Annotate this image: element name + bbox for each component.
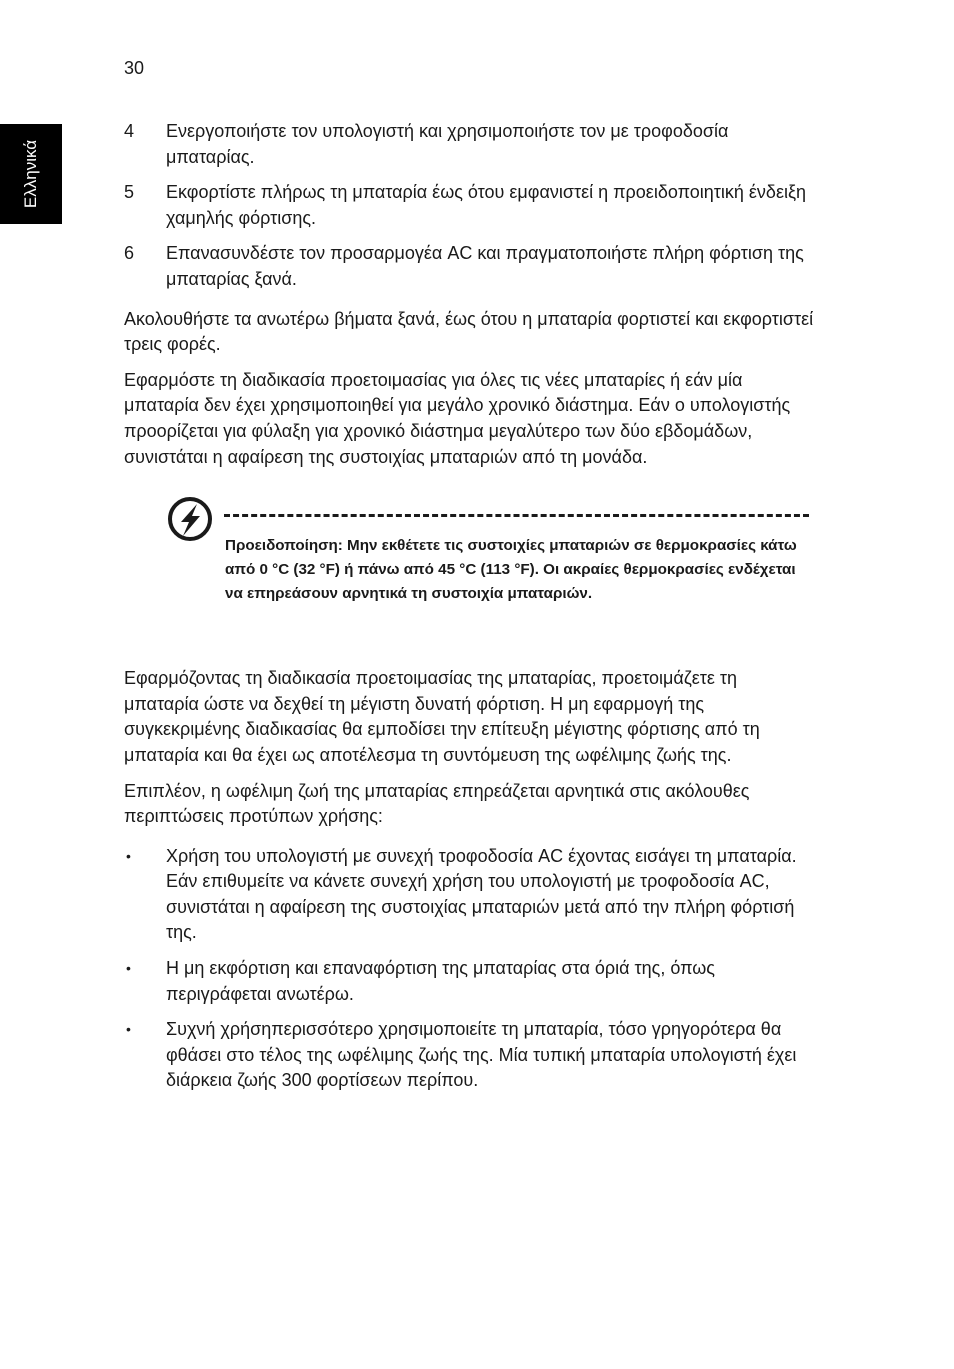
numbered-step	[124, 180, 814, 231]
numbered-step	[124, 241, 814, 292]
bullet-marker: •	[126, 960, 131, 977]
bullet-text: Χρήση του υπολογιστή με συνεχή τροφοδοσία AC έχοντας εισάγει τη μπαταρία. Εάν επιθυμείτε να κάνετε συνεχή χρήση του υπολογιστή με τροφοδοσία AC, συνιστάται η αφαίρεση της συστοιχίας μπαταριών μετά από την πλήρη φόρτισή της.	[166, 845, 797, 943]
bullet-marker: •	[126, 847, 131, 864]
step-text: Ενεργοποιήστε τον υπολογιστή και χρησιμοποιήστε τον με τροφοδοσία μπαταρίας.	[166, 121, 729, 167]
paragraph: Εφαρμόζοντας τη διαδικασία προετοιμασίας της μπαταρίας, προετοιμάζετε τη μπαταρία ώστε να δεχθεί τη μέγιστη δυνατή φόρτιση. Η μη εφαρμογή της συγκεκριμένης διαδικασίας θα εμποδίσει την επίτευξη μέγιστης φόρτισης από τη μπαταρία και θα έχει ως αποτέλεσμα τη συντόμευση της ωφέλιμης ζωής της.	[124, 668, 760, 765]
list-item	[124, 844, 814, 946]
page-content	[124, 119, 814, 1104]
language-label: Ελληνικά	[21, 139, 40, 209]
step-text: Εκφορτίστε πλήρως τη μπαταρία έως ότου εμφανιστεί η προειδοποιητική ένδειξη χαμηλής φόρτισης.	[166, 182, 807, 228]
list-item	[124, 1017, 814, 1094]
list-item	[124, 956, 814, 1007]
step-number: 5	[124, 182, 135, 203]
page-number: 30	[124, 58, 145, 78]
bullet-marker: •	[126, 1021, 131, 1038]
step-number: 4	[124, 121, 135, 141]
language-side-tab	[0, 124, 62, 224]
warning-text: Προειδοποίηση: Μην εκθέτετε τις συστοιχίες μπαταριών σε θερμοκρασίες κάτω από 0 °C (32 °F) ή πάνω από 45 °C (113 °F). Οι ακραίες θερμοκρασίες ενδέχεται να επηρεάσουν αρνητικά τη συστοιχία μπαταριών.	[225, 537, 797, 603]
dashed-divider	[224, 514, 809, 517]
step-number: 6	[124, 243, 135, 264]
warning-bolt-icon	[167, 496, 213, 542]
paragraph: Εφαρμόστε τη διαδικασία προετοιμασίας για όλες τις νέες μπαταρίες ή εάν μία μπαταρία δεν έχει χρησιμοποιηθεί για μεγάλο χρονικό διάστημα. Εάν ο υπολογιστής προορίζεται για φύλαξη για χρονικό διάστημα μεγαλύτερο των δύο εβδομάδων, συνιστάται η αφαίρεση της συστοιχίας μπαταριών από τη μονάδα.	[124, 369, 791, 467]
step-text: Επανασυνδέστε τον προσαρμογέα AC και πραγματοποιήστε πλήρη φόρτιση της μπαταρίας ξανά.	[166, 243, 804, 289]
warning-notice	[124, 496, 814, 636]
bullet-text: Συχνή χρήσηπερισσότερο χρησιμοποιείτε τη μπαταρία, τόσο γρηγορότερα θα φθάσει στο τέλος της ωφέλιμης ζωής της. Μία τυπική μπαταρία υπολογιστή έχει διάρκεια ζωής 300 φορτίσεων περίπου.	[166, 1019, 797, 1091]
bullet-text: Η μη εκφόρτιση και επαναφόρτιση της μπαταρίας στα όριά της, όπως περιγράφεται ανωτέρω.	[166, 958, 715, 1004]
paragraph: Ακολουθήστε τα ανωτέρω βήματα ξανά, έως ότου η μπαταρία φορτιστεί και εκφορτιστεί τρεις φορές.	[124, 308, 814, 355]
paragraph: Επιπλέον, η ωφέλιμη ζωή της μπαταρίας επηρεάζεται αρνητικά στις ακόλουθες περιπτώσεις προτύπων χρήσης:	[124, 780, 750, 827]
numbered-step	[124, 119, 814, 170]
